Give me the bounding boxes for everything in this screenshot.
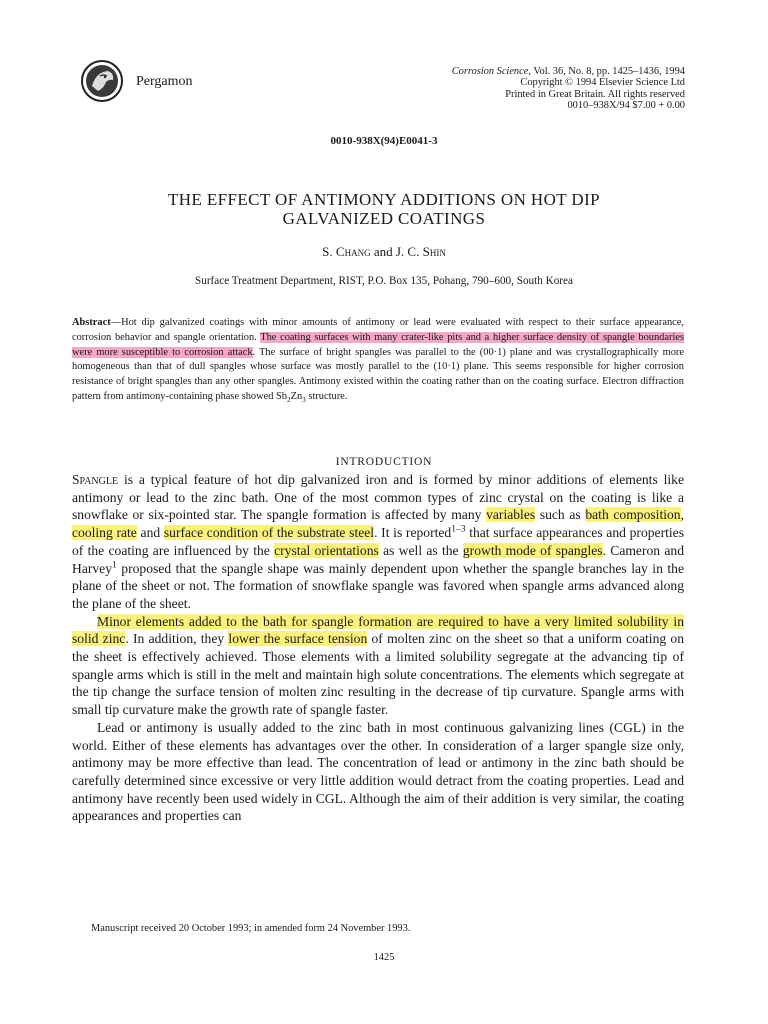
highlight-growth-mode: growth mode of spangles	[462, 542, 603, 558]
paper-title	[0, 190, 768, 228]
issn-line: 0010–938X/94 $7.00 + 0.00	[567, 100, 685, 112]
abstract-text-2: . The surface of bright spangles was parallel to the (00·1) plane and was crystallographically more homogeneous than that of dull spangles whose surface was mostly parallel to the (10·1) plane. This seems responsible for higher corrosion resistance of bright spangles than any other spangles. Antimony existed within the coating rather than on the coating surface. Electron diffraction pattern from antimony-containing phase showed Sb	[72, 346, 684, 402]
abstract	[72, 316, 684, 405]
body-text: ,	[680, 507, 685, 523]
abstract-text-3: Zn	[290, 390, 303, 402]
lead-word: Spangle	[72, 472, 119, 487]
highlight-variables: variables	[486, 507, 536, 523]
highlight-cooling-rate: cooling rate	[72, 525, 137, 541]
author-1-surname: Chang	[335, 244, 371, 259]
title-line-2: GALVANIZED COATINGS	[282, 209, 486, 228]
highlight-surface-tension: lower the surface tension	[228, 631, 368, 647]
paragraph-1	[72, 471, 684, 613]
journal-citation	[452, 66, 685, 77]
body-text: and	[136, 525, 164, 541]
doi-code: 0010-938X(94)E0041-3	[330, 135, 438, 147]
body-text: . Cameron and Harvey	[72, 542, 684, 576]
page-number: 1425	[373, 952, 395, 963]
author-2-initials: J. C.	[395, 244, 423, 259]
introduction-body	[72, 471, 684, 825]
highlight-bath-composition: bath composition	[585, 507, 681, 523]
abstract-label: Abstract	[72, 317, 111, 328]
title-line-1: THE EFFECT OF ANTIMONY ADDITIONS ON HOT DIP	[168, 190, 600, 209]
highlight-surface-condition: surface condition of the substrate steel	[163, 525, 375, 541]
body-text: . In addition, they	[125, 631, 229, 647]
abstract-subscript-1: 2	[286, 396, 291, 405]
body-text: is a typical feature of hot dip galvanized iron and is formed by minor additions of elements like antimony or lead to the zinc bath. One of the most common types of zinc crystal on the coating is like a snowflake or six-pointed star. The spangle formation is affected by many	[72, 472, 684, 523]
highlight-crystal-orientations: crystal orientations	[274, 542, 379, 558]
abstract-subscript-2: 3	[302, 396, 306, 405]
copyright-line: Copyright © 1994 Elsevier Science Ltd	[520, 77, 685, 89]
manuscript-footnote: Manuscript received 20 October 1993; in amended form 24 November 1993.	[91, 923, 411, 934]
paragraph-3: Lead or antimony is usually added to the zinc bath in most continuous galvanizing lines (CGL) in the world. Either of these elements has advantages over the other. In consideration of a larger spangle size only, antimony may be more effective than lead. The concentration of lead or antimony in the zinc bath should be carefully determined since excessive or very little addition would detract from the coating properties. Lead and antimony have recently been used widely in CGL. Although the aim of their addition is very similar, the coating appearances and properties can	[72, 719, 684, 824]
printed-line: Printed in Great Britain. All rights reserved	[505, 88, 685, 100]
citation-ref: 1	[112, 559, 117, 570]
body-text: of molten zinc on the sheet so that a uniform coating on the sheet is effectively achieved. Those elements with a limited solubility segregate at the advancing tip of spangle arms which is still in the melt and maintain high solute concentrations. The elements which segregate at the tip change the surface tension of molten zinc resulting in the decrease of tip curvature. Spangle arms with small tip curvature make the growth rate of spangle faster.	[72, 631, 685, 718]
pergamon-logo-icon	[78, 58, 128, 104]
affiliation: Surface Treatment Department, RIST, P.O. Box 135, Pohang, 790–600, South Korea	[195, 275, 573, 287]
publisher-name: Pergamon	[136, 74, 193, 89]
journal-ref: , Vol. 36, No. 8, pp. 1425–1436, 1994	[528, 66, 685, 77]
author-list	[0, 244, 768, 260]
body-text: . It is reported	[374, 525, 452, 541]
section-heading-introduction: INTRODUCTION	[335, 456, 433, 468]
author-2-surname: Shin	[422, 244, 446, 259]
author-1-initials: S.	[322, 244, 336, 259]
body-text: that surface appearances and properties of the coating are influenced by the	[72, 525, 684, 558]
body-text: as well as the	[378, 542, 463, 558]
abstract-highlight: The coating surfaces with many crater-like pits and a higher surface density of spangle boundaries were more susceptible to corrosion attack	[72, 331, 684, 358]
highlight-minor-elements: Minor elements added to the bath for spangle formation are required to have a very limited solubility in solid zinc	[72, 613, 684, 647]
citation-ref: 1–3	[451, 524, 466, 535]
paragraph-2	[72, 613, 684, 719]
abstract-text-1: —Hot dip galvanized coatings with minor amounts of antimony or lead were evaluated with respect to their surface appearance, corrosion behavior and spangle orientation.	[72, 317, 684, 343]
author-conjunction: and	[370, 244, 396, 259]
journal-name: Corrosion Science	[451, 66, 529, 77]
body-text: such as	[535, 507, 586, 523]
body-text: proposed that the spangle shape was mainly dependent upon whether the spangle branches lay in the plane of the sheet or not. The formation of snowflake spangle was favored when spangle arms advanced along the plane of the sheet.	[72, 560, 684, 611]
journal-info	[452, 66, 685, 112]
abstract-text-4: structure.	[305, 390, 348, 402]
